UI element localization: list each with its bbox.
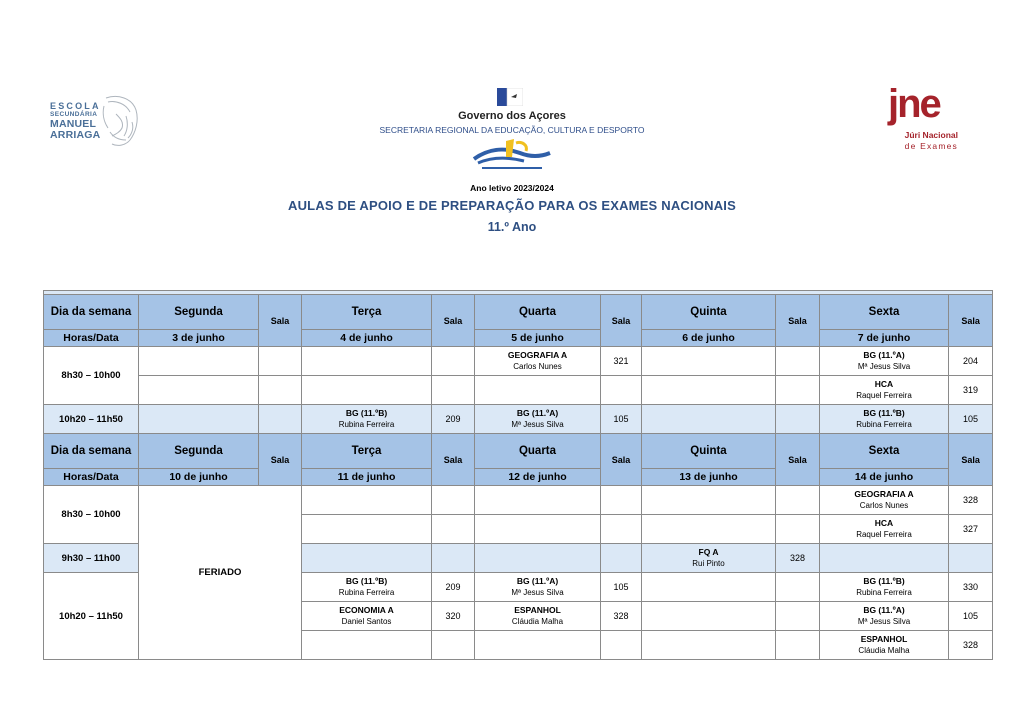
date-cell: 5 de junho: [475, 330, 601, 347]
room-cell: 328: [949, 486, 993, 515]
empty-cell: [601, 486, 642, 515]
empty-cell: [475, 376, 601, 405]
header-dia-semana: Dia da semana: [44, 434, 139, 469]
class-cell: [820, 515, 949, 544]
empty-cell: [642, 631, 776, 660]
empty-cell: [432, 631, 475, 660]
empty-cell: [475, 515, 601, 544]
class-cell: [820, 486, 949, 515]
empty-cell: [432, 376, 475, 405]
empty-cell: [139, 347, 259, 376]
header-sexta: Sexta: [820, 434, 949, 469]
header-sala: Sala: [949, 434, 993, 486]
room-cell: 328: [949, 631, 993, 660]
room-cell: 209: [432, 573, 475, 602]
teacher: Carlos Nunes: [859, 501, 909, 510]
empty-cell: [302, 347, 432, 376]
header-sala: Sala: [259, 295, 302, 347]
room-cell: 105: [601, 405, 642, 434]
empty-cell: [139, 376, 259, 405]
empty-cell: [776, 631, 820, 660]
room-cell: 321: [601, 347, 642, 376]
empty-cell: [776, 573, 820, 602]
teacher: Mª Jesus Silva: [857, 362, 911, 371]
time-slot: 10h20 – 11h50: [44, 573, 139, 660]
empty-cell: [259, 347, 302, 376]
school-year: Ano letivo 2023/2024: [470, 183, 554, 193]
empty-cell: [776, 405, 820, 434]
subject: HCA: [874, 518, 894, 528]
subject: BG (11.ºA): [516, 576, 559, 586]
header-quinta: Quinta: [642, 434, 776, 469]
empty-cell: [139, 405, 259, 434]
header-quinta: Quinta: [642, 295, 776, 330]
room-cell: 105: [949, 405, 993, 434]
empty-cell: [642, 347, 776, 376]
empty-cell: [776, 486, 820, 515]
header-quarta: Quarta: [475, 295, 601, 330]
teacher: Mª Jesus Silva: [511, 420, 564, 429]
subject: ESPANHOL: [860, 634, 908, 644]
teacher: Cláudia Malha: [511, 617, 564, 626]
empty-cell: [642, 405, 776, 434]
time-slot: 10h20 – 11h50: [44, 405, 139, 434]
empty-cell: [776, 602, 820, 631]
school-logo-line4: ARRIAGA: [50, 129, 101, 141]
date-cell: 11 de junho: [302, 469, 432, 486]
teacher: Rubina Ferreira: [338, 588, 395, 597]
class-cell: [475, 602, 601, 631]
header-sala: Sala: [601, 434, 642, 486]
time-slot: 8h30 – 10h00: [44, 347, 139, 405]
teacher: Cláudia Malha: [858, 646, 910, 655]
empty-cell: [601, 631, 642, 660]
empty-cell: [601, 376, 642, 405]
room-cell: 105: [949, 602, 993, 631]
subject: BG (11.ºA): [516, 408, 559, 418]
header-sala: Sala: [776, 295, 820, 347]
header-terca: Terça: [302, 434, 432, 469]
header-sala: Sala: [259, 434, 302, 486]
teacher: Daniel Santos: [341, 617, 392, 626]
empty-cell: [259, 405, 302, 434]
empty-cell: [601, 544, 642, 573]
jne-logo-line2: de Exames: [904, 141, 958, 151]
header-sala: Sala: [949, 295, 993, 347]
empty-cell: [776, 376, 820, 405]
feriado-cell: FERIADO: [139, 486, 302, 660]
date-cell: 4 de junho: [302, 330, 432, 347]
page-title: AULAS DE APOIO E DE PREPARAÇÃO PARA OS EXAMES NACIONAIS: [288, 198, 736, 213]
header-segunda: Segunda: [139, 295, 259, 330]
empty-cell: [432, 544, 475, 573]
header-sala: Sala: [776, 434, 820, 486]
subject: BG (11.ºB): [345, 576, 388, 586]
empty-cell: [302, 486, 432, 515]
schedule-table: [43, 290, 992, 660]
header-sala: Sala: [601, 295, 642, 347]
week2-header-row: [44, 434, 993, 469]
empty-cell: [302, 376, 432, 405]
empty-cell: [432, 515, 475, 544]
subject: FQ A: [698, 547, 719, 557]
teacher: Raquel Ferreira: [856, 530, 912, 539]
teacher: Carlos Nunes: [513, 362, 562, 371]
empty-cell: [642, 486, 776, 515]
room-cell: 204: [949, 347, 993, 376]
subject: GEOGRAFIA A: [507, 350, 568, 360]
header-horas-data: Horas/Data: [44, 469, 139, 486]
empty-cell: [642, 515, 776, 544]
room-cell: 105: [601, 573, 642, 602]
government-name: Governo dos Açores: [458, 110, 566, 122]
time-slot: 8h30 – 10h00: [44, 486, 139, 544]
teacher: Rubina Ferreira: [856, 420, 912, 429]
subject: BG (11.ºB): [863, 408, 905, 418]
subject: BG (11.ºA): [863, 350, 905, 360]
header-sala: Sala: [432, 434, 475, 486]
education-logo: [470, 137, 554, 171]
empty-cell: [776, 347, 820, 376]
room-cell: 328: [776, 544, 820, 573]
table-row: [44, 405, 993, 434]
date-cell: 14 de junho: [820, 469, 949, 486]
empty-cell: [642, 602, 776, 631]
empty-cell: [302, 544, 432, 573]
date-cell: 6 de junho: [642, 330, 776, 347]
subject: GEOGRAFIA A: [854, 489, 914, 499]
teacher: Rubina Ferreira: [338, 420, 395, 429]
time-slot: 9h30 – 11h00: [44, 544, 139, 573]
jne-logo-line1: Júri Nacional: [904, 130, 958, 140]
secretaria-name: SECRETARIA REGIONAL DA EDUCAÇÃO, CULTURA E DESPORTO: [379, 125, 645, 135]
date-cell: 7 de junho: [820, 330, 949, 347]
grade-subtitle: 11.º Ano: [487, 220, 537, 234]
header-terca: Terça: [302, 295, 432, 330]
empty-cell: [601, 515, 642, 544]
empty-cell: [475, 486, 601, 515]
class-cell: [820, 405, 949, 434]
empty-cell: [432, 347, 475, 376]
empty-cell: [302, 631, 432, 660]
header-quarta: Quarta: [475, 434, 601, 469]
subject: BG (11.ºB): [863, 576, 905, 586]
empty-cell: [475, 544, 601, 573]
school-logo-line3: MANUEL: [50, 118, 97, 130]
class-cell: [302, 573, 432, 602]
jne-logo: [884, 82, 958, 156]
class-cell: [820, 602, 949, 631]
subject: ESPANHOL: [514, 605, 561, 615]
date-cell: 10 de junho: [139, 469, 259, 486]
empty-cell: [432, 486, 475, 515]
subject: ECONOMIA A: [339, 605, 394, 615]
school-logo-line1: ESCOLA: [50, 101, 101, 111]
teacher: Mª Jesus Silva: [511, 588, 564, 597]
empty-cell: [642, 573, 776, 602]
empty-cell: [302, 515, 432, 544]
azores-flag-icon: [497, 88, 523, 106]
week2-date-row: [44, 469, 993, 486]
subject: BG (11.ºB): [345, 408, 388, 418]
header-horas-data: Horas/Data: [44, 330, 139, 347]
date-cell: 13 de junho: [642, 469, 776, 486]
class-cell: [302, 602, 432, 631]
class-cell: [475, 573, 601, 602]
class-cell: [475, 405, 601, 434]
date-cell: 3 de junho: [139, 330, 259, 347]
empty-cell: [820, 544, 949, 573]
header-dia-semana: Dia da semana: [44, 295, 139, 330]
empty-cell: [949, 544, 993, 573]
empty-cell: [642, 376, 776, 405]
empty-cell: [259, 376, 302, 405]
teacher: Rui Pinto: [692, 559, 725, 568]
school-logo: [46, 92, 144, 148]
class-cell: [642, 544, 776, 573]
school-logo-line2: SECUNDÁRIA: [50, 111, 98, 118]
class-cell: [820, 376, 949, 405]
class-cell: [475, 347, 601, 376]
week1-header-row: [44, 295, 993, 330]
class-cell: [820, 347, 949, 376]
header-sala: Sala: [432, 295, 475, 347]
week1-date-row: [44, 330, 993, 347]
class-cell: [820, 631, 949, 660]
empty-cell: [776, 515, 820, 544]
empty-cell: [475, 631, 601, 660]
header-segunda: Segunda: [139, 434, 259, 469]
table-row: [44, 486, 993, 515]
room-cell: 330: [949, 573, 993, 602]
subject: HCA: [874, 379, 894, 389]
class-cell: [820, 573, 949, 602]
teacher: Rubina Ferreira: [856, 588, 912, 597]
teacher: Raquel Ferreira: [856, 391, 912, 400]
table-row: [44, 347, 993, 376]
room-cell: 320: [432, 602, 475, 631]
room-cell: 328: [601, 602, 642, 631]
room-cell: 319: [949, 376, 993, 405]
table-row: [44, 376, 993, 405]
class-cell: [302, 405, 432, 434]
subject: BG (11.ºA): [863, 605, 905, 615]
date-cell: 12 de junho: [475, 469, 601, 486]
header-sexta: Sexta: [820, 295, 949, 330]
room-cell: 209: [432, 405, 475, 434]
jne-logo-mark: jne: [888, 82, 940, 126]
room-cell: 327: [949, 515, 993, 544]
teacher: Mª Jesus Silva: [857, 617, 911, 626]
